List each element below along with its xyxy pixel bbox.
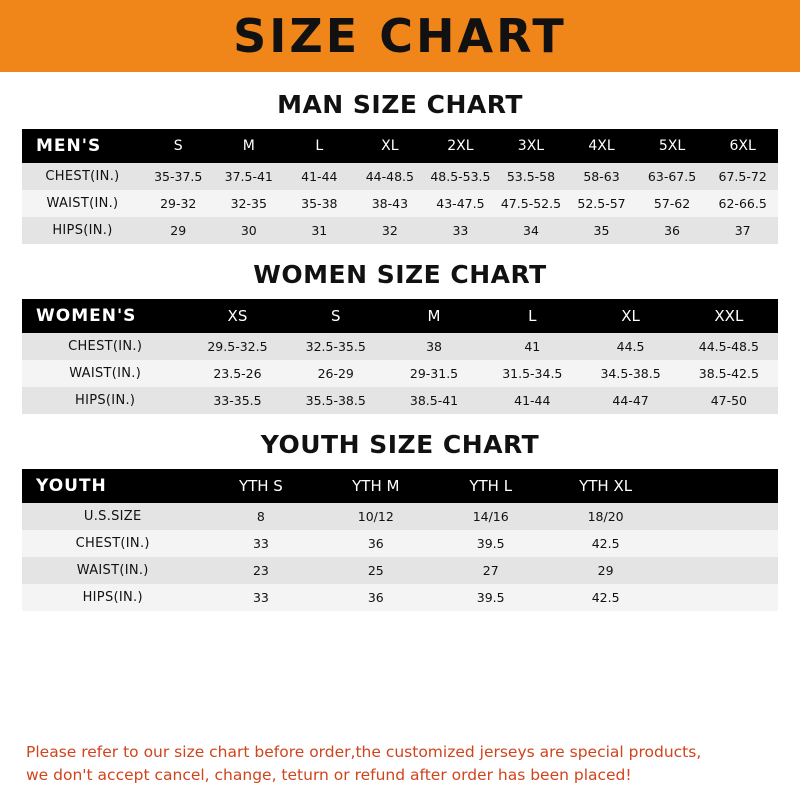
col-header-yth-xl: YTH XL bbox=[548, 469, 663, 503]
cell: 29-32 bbox=[143, 190, 214, 217]
row-label-hips: HIPS(IN.) bbox=[22, 217, 143, 244]
cell: 35-37.5 bbox=[143, 163, 214, 190]
col-header-xs: XS bbox=[188, 299, 286, 333]
youth-size-table bbox=[22, 469, 778, 611]
cell: 41-44 bbox=[483, 387, 581, 414]
col-header-s: S bbox=[287, 299, 385, 333]
table-row bbox=[22, 584, 778, 611]
cell: 35 bbox=[566, 217, 637, 244]
table-row bbox=[22, 387, 778, 414]
cell: 10/12 bbox=[318, 503, 433, 530]
col-header-empty bbox=[663, 469, 778, 503]
row-label-chest: CHEST(IN.) bbox=[22, 530, 203, 557]
table-row bbox=[22, 333, 778, 360]
cell: 44.5-48.5 bbox=[680, 333, 778, 360]
row-label-us-size: U.S.SIZE bbox=[22, 503, 203, 530]
note-line-2: we don't accept cancel, change, teturn or refund after order has been placed! bbox=[26, 765, 632, 784]
table-row bbox=[22, 530, 778, 557]
cell: 30 bbox=[214, 217, 285, 244]
cell: 32-35 bbox=[214, 190, 285, 217]
row-label-waist: WAIST(IN.) bbox=[22, 557, 203, 584]
cell: 63-67.5 bbox=[637, 163, 708, 190]
cell: 32.5-35.5 bbox=[287, 333, 385, 360]
women-size-table bbox=[22, 299, 778, 414]
cell: 52.5-57 bbox=[566, 190, 637, 217]
cell: 29.5-32.5 bbox=[188, 333, 286, 360]
cell: 41-44 bbox=[284, 163, 355, 190]
col-header-m: M bbox=[214, 129, 285, 163]
cell: 47-50 bbox=[680, 387, 778, 414]
cell: 33 bbox=[203, 584, 318, 611]
cell: 14/16 bbox=[433, 503, 548, 530]
cell: 44-47 bbox=[581, 387, 679, 414]
col-header-xxl: XXL bbox=[680, 299, 778, 333]
man-size-table bbox=[22, 129, 778, 244]
cell: 35-38 bbox=[284, 190, 355, 217]
cell: 26-29 bbox=[287, 360, 385, 387]
cell: 39.5 bbox=[433, 530, 548, 557]
cell bbox=[663, 557, 778, 584]
cell: 47.5-52.5 bbox=[496, 190, 567, 217]
row-label-chest: CHEST(IN.) bbox=[22, 163, 143, 190]
cell: 8 bbox=[203, 503, 318, 530]
col-header-womens: WOMEN'S bbox=[22, 299, 188, 333]
table-row bbox=[22, 217, 778, 244]
cell bbox=[663, 530, 778, 557]
row-label-waist: WAIST(IN.) bbox=[22, 360, 188, 387]
col-header-yth-s: YTH S bbox=[203, 469, 318, 503]
cell: 53.5-58 bbox=[496, 163, 567, 190]
table-row bbox=[22, 360, 778, 387]
cell: 33-35.5 bbox=[188, 387, 286, 414]
cell: 37 bbox=[707, 217, 778, 244]
cell: 33 bbox=[425, 217, 496, 244]
col-header-men: MEN'S bbox=[22, 129, 143, 163]
cell bbox=[663, 503, 778, 530]
cell bbox=[663, 584, 778, 611]
cell: 29 bbox=[548, 557, 663, 584]
cell: 37.5-41 bbox=[214, 163, 285, 190]
col-header-yth-m: YTH M bbox=[318, 469, 433, 503]
cell: 39.5 bbox=[433, 584, 548, 611]
youth-section-title: YOUTH SIZE CHART bbox=[260, 430, 540, 459]
col-header-l: L bbox=[483, 299, 581, 333]
cell: 44.5 bbox=[581, 333, 679, 360]
cell: 18/20 bbox=[548, 503, 663, 530]
col-header-xl: XL bbox=[355, 129, 426, 163]
header-banner bbox=[0, 0, 800, 72]
col-header-yth-l: YTH L bbox=[433, 469, 548, 503]
table-row bbox=[22, 557, 778, 584]
cell: 38 bbox=[385, 333, 483, 360]
cell: 42.5 bbox=[548, 584, 663, 611]
col-header-4xl: 4XL bbox=[566, 129, 637, 163]
cell: 42.5 bbox=[548, 530, 663, 557]
col-header-xl: XL bbox=[581, 299, 679, 333]
cell: 31 bbox=[284, 217, 355, 244]
col-header-l: L bbox=[284, 129, 355, 163]
table-header-row bbox=[22, 299, 778, 333]
table-header-row bbox=[22, 469, 778, 503]
cell: 32 bbox=[355, 217, 426, 244]
cell: 36 bbox=[318, 584, 433, 611]
row-label-hips: HIPS(IN.) bbox=[22, 584, 203, 611]
cell: 27 bbox=[433, 557, 548, 584]
cell: 67.5-72 bbox=[707, 163, 778, 190]
col-header-3xl: 3XL bbox=[496, 129, 567, 163]
row-label-waist: WAIST(IN.) bbox=[22, 190, 143, 217]
table-row bbox=[22, 163, 778, 190]
cell: 23 bbox=[203, 557, 318, 584]
cell: 31.5-34.5 bbox=[483, 360, 581, 387]
col-header-youth: YOUTH bbox=[22, 469, 203, 503]
charts-container bbox=[0, 72, 800, 800]
cell: 43-47.5 bbox=[425, 190, 496, 217]
cell: 33 bbox=[203, 530, 318, 557]
page-title: SIZE CHART bbox=[233, 9, 567, 63]
note-line-1: Please refer to our size chart before order,the customized jerseys are special products, bbox=[26, 743, 702, 762]
cell: 38-43 bbox=[355, 190, 426, 217]
cell: 34.5-38.5 bbox=[581, 360, 679, 387]
cell: 36 bbox=[318, 530, 433, 557]
col-header-6xl: 6XL bbox=[707, 129, 778, 163]
cell: 44-48.5 bbox=[355, 163, 426, 190]
cell: 62-66.5 bbox=[707, 190, 778, 217]
cell: 25 bbox=[318, 557, 433, 584]
cell: 35.5-38.5 bbox=[287, 387, 385, 414]
cell: 34 bbox=[496, 217, 567, 244]
cell: 41 bbox=[483, 333, 581, 360]
cell: 29-31.5 bbox=[385, 360, 483, 387]
table-row bbox=[22, 503, 778, 530]
cell: 38.5-41 bbox=[385, 387, 483, 414]
cell: 48.5-53.5 bbox=[425, 163, 496, 190]
col-header-m: M bbox=[385, 299, 483, 333]
women-section-title: WOMEN SIZE CHART bbox=[253, 260, 547, 289]
cell: 57-62 bbox=[637, 190, 708, 217]
row-label-hips: HIPS(IN.) bbox=[22, 387, 188, 414]
col-header-2xl: 2XL bbox=[425, 129, 496, 163]
cell: 38.5-42.5 bbox=[680, 360, 778, 387]
col-header-5xl: 5XL bbox=[637, 129, 708, 163]
man-section-title: MAN SIZE CHART bbox=[277, 90, 523, 119]
col-header-s: S bbox=[143, 129, 214, 163]
cell: 29 bbox=[143, 217, 214, 244]
cell: 23.5-26 bbox=[188, 360, 286, 387]
order-policy-note bbox=[22, 727, 778, 800]
cell: 36 bbox=[637, 217, 708, 244]
cell: 58-63 bbox=[566, 163, 637, 190]
row-label-chest: CHEST(IN.) bbox=[22, 333, 188, 360]
table-row bbox=[22, 190, 778, 217]
table-header-row bbox=[22, 129, 778, 163]
